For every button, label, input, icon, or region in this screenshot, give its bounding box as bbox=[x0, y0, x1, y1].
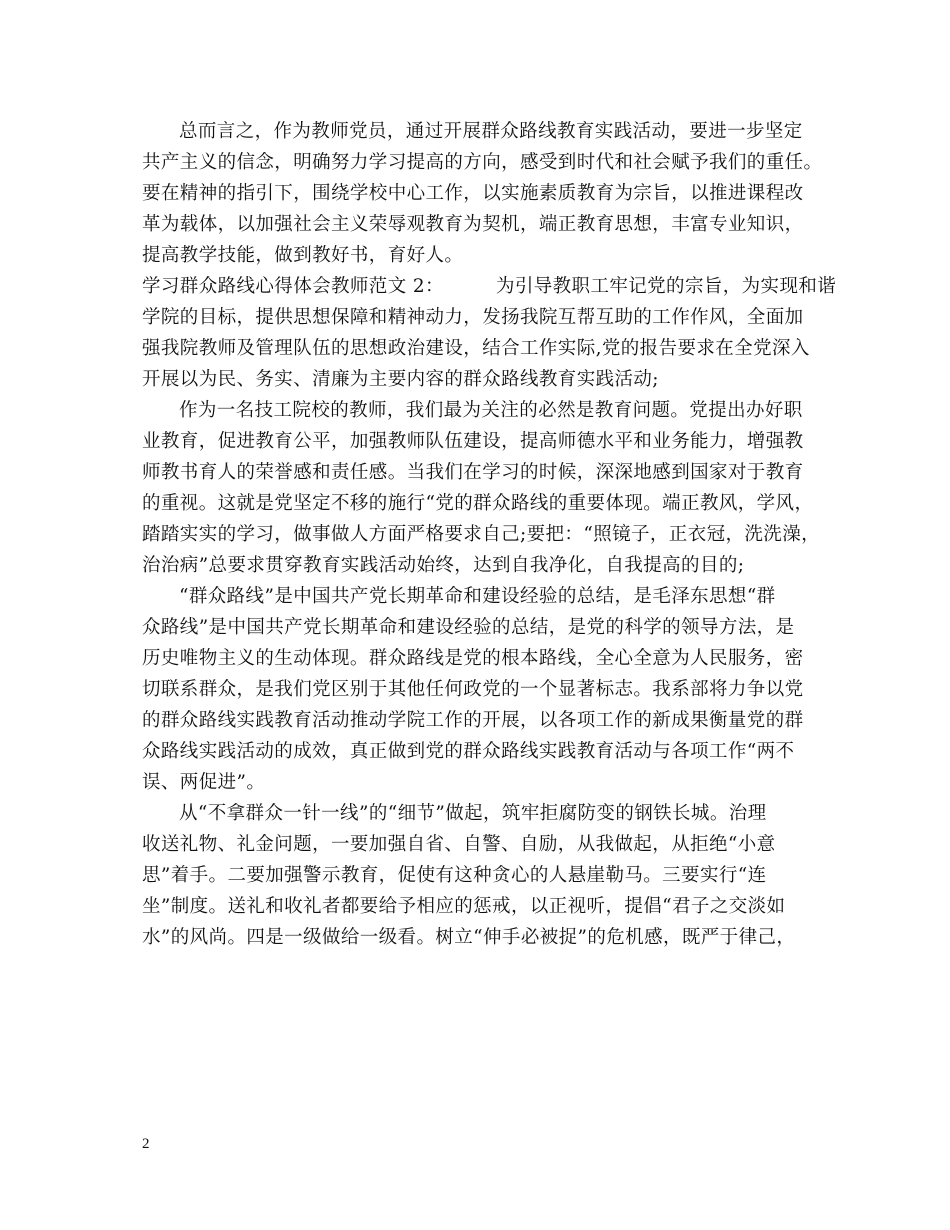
paragraph-line: 思”着手。二要加强警示教育，促使有这种贪心的人悬崖勒马。三要实行“连 bbox=[142, 865, 767, 886]
paragraph-line: 作为一名技工院校的教师，我们最为关注的必然是教育问题。党提出办好职 bbox=[179, 400, 803, 421]
paragraph-line: 为引导教职工牢记党的宗旨，为实现和谐 bbox=[495, 276, 837, 297]
paragraph-line: 众路线实践活动的成效，真正做到党的群众路线实践教育活动与各项工作“两不 bbox=[142, 741, 795, 762]
paragraph-line: 强我院教师及管理队伍的思想政治建设，结合工作实际,党的报告要求在全党深入 bbox=[142, 338, 810, 359]
paragraph-line: 众路线”是中国共产党长期革命和建设经验的总结，是党的科学的领导方法，是 bbox=[142, 617, 795, 638]
document-body bbox=[142, 116, 837, 953]
paragraph-line: 切联系群众，是我们党区别于其他任何政党的一个显著标志。我系部将力争以党 bbox=[142, 679, 804, 700]
page-number: 2 bbox=[142, 1136, 150, 1152]
paragraph-line: 误、两促进”。 bbox=[142, 772, 266, 793]
paragraph-line: 坐”制度。送礼和收礼者都要给予相应的惩戒，以正视听，提倡“君子之交淡如 bbox=[142, 896, 786, 917]
paragraph-line: 提高教学技能，做到教好书，育好人。 bbox=[142, 245, 464, 266]
paragraph-line: 共产主义的信念，明确努力学习提高的方向，感受到时代和社会赋予我们的重任。 bbox=[142, 152, 823, 173]
paragraph-line: 收送礼物、礼金问题，一要加强自省、自警、自励，从我做起，从拒绝“小意 bbox=[142, 834, 776, 855]
section-heading-line bbox=[142, 271, 837, 302]
paragraph-line: 革为载体，以加强社会主义荣辱观教育为契机，端正教育思想，丰富专业知识， bbox=[142, 214, 804, 235]
paragraph-line: 业教育，促进教育公平，加强教师队伍建设，提高师德水平和业务能力，增强教 bbox=[142, 431, 804, 452]
paragraph-line: 总而言之，作为教师党员，通过开展群众路线教育实践活动，要进一步坚定 bbox=[179, 121, 803, 142]
paragraph-line: 师教书育人的荣誉感和责任感。当我们在学习的时候，深深地感到国家对于教育 bbox=[142, 462, 804, 483]
paragraph-line: 治治病”总要求贯穿教育实践活动始终，达到自我净化，自我提高的目的; bbox=[142, 555, 745, 576]
paragraph-line: 历史唯物主义的生动体现。群众路线是党的根本路线，全心全意为人民服务，密 bbox=[142, 648, 804, 669]
paragraph-line: 学院的目标，提供思想保障和精神动力，发扬我院互帮互助的工作作风，全面加 bbox=[142, 307, 804, 328]
paragraph-line: 的群众路线实践教育活动推动学院工作的开展，以各项工作的新成果衡量党的群 bbox=[142, 710, 804, 731]
paragraph-line: 踏踏实实的学习，做事做人方面严格要求自己;要把：“照镜子，正衣冠，洗洗澡， bbox=[142, 524, 820, 545]
paragraph-line: 的重视。这就是党坚定不移的施行“党的群众路线的重要体现。端正教风，学风， bbox=[142, 493, 814, 514]
paragraph-line: 要在精神的指引下，围绕学校中心工作，以实施素质教育为宗旨，以推进课程改 bbox=[142, 183, 804, 204]
section-heading: 学习群众路线心得体会教师范文 2： bbox=[142, 276, 444, 297]
paragraph-line: 水”的风尚。四是一级做给一级看。树立“伸手必被捉”的危机感，既严于律己， bbox=[142, 927, 796, 948]
paragraph-line: “群众路线”是中国共产党长期革命和建设经验的总结，是毛泽东思想“群 bbox=[179, 586, 776, 607]
paragraph-line: 从“不拿群众一针一线”的“细节”做起，筑牢拒腐防变的钢铁长城。治理 bbox=[179, 803, 767, 824]
paragraph-line: 开展以为民、务实、清廉为主要内容的群众路线教育实践活动; bbox=[142, 369, 659, 390]
